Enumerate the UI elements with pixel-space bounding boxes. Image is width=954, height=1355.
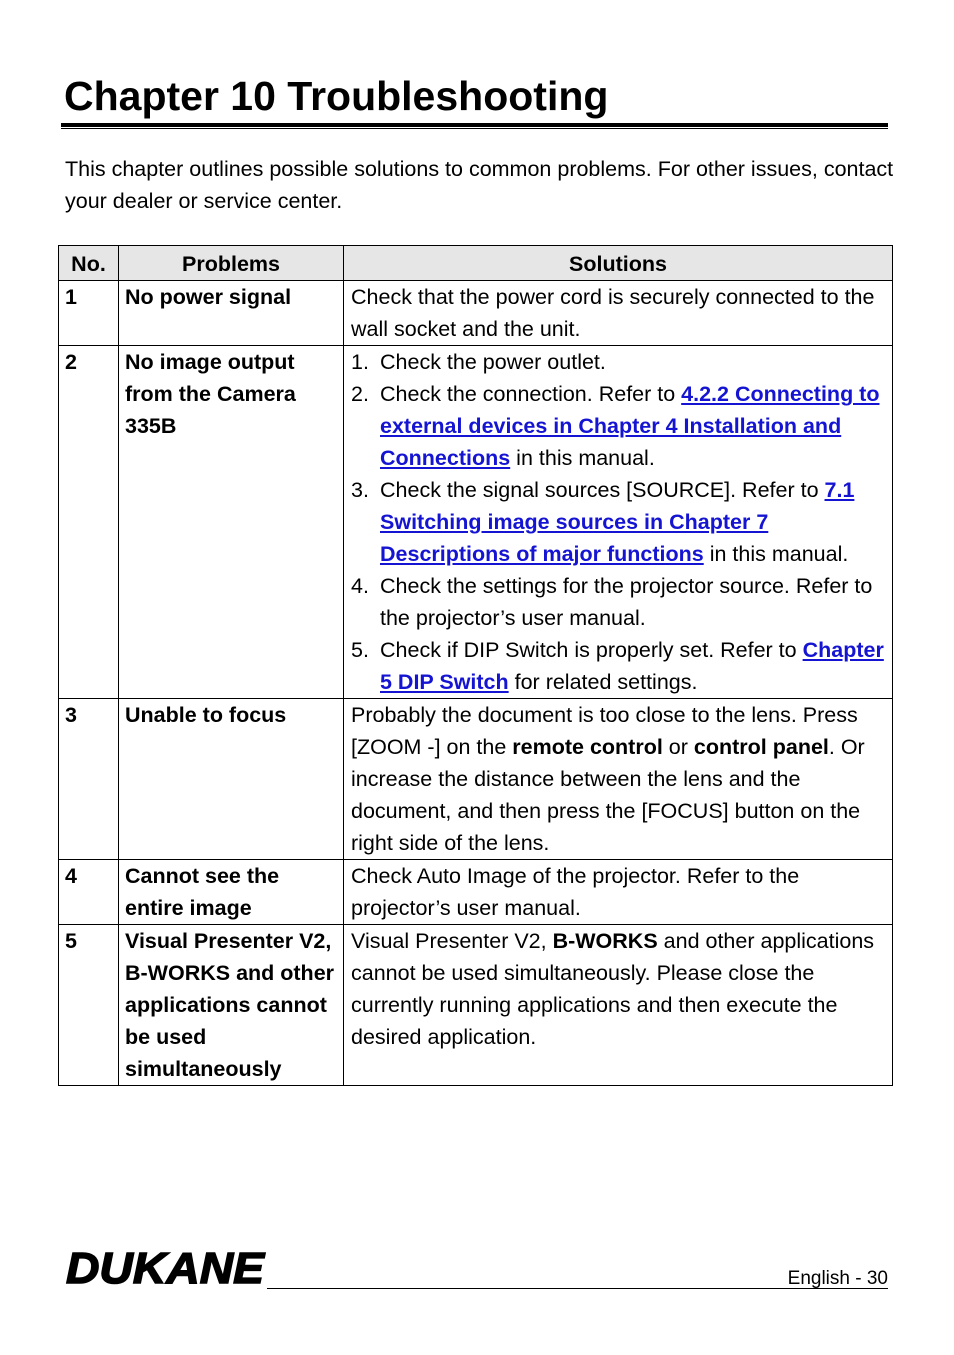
table-row [59,346,893,699]
intro-paragraph: This chapter outlines possible solutions to common problems. For other issues, contact your dealer or service center. [65,157,894,213]
step-item [351,474,888,570]
solution-emphasis: B-WORKS [552,929,658,953]
problem-cell: Visual Presenter V2, B-WORKS and other applications cannot be used simultaneously [119,925,344,1086]
step-text: for related settings. [508,670,698,694]
title-underline [61,123,888,127]
step-text: Check the power outlet. [380,350,606,374]
link-dip-switch[interactable]: Chapter 5 DIP Switch [380,638,884,694]
table-row [59,281,893,346]
step-item [351,570,888,634]
problem-cell: Cannot see the entire image [119,860,344,925]
solution-emphasis: control panel [693,735,829,759]
table-row [59,860,893,925]
solution-text: Visual Presenter V2, [351,929,553,953]
solution-cell [344,925,893,1086]
solution-text: or [662,735,694,759]
step-item [351,378,888,474]
problem-cell: Unable to focus [119,699,344,860]
step-text: Check the connection. Refer to [380,382,682,406]
step-text: in this manual. [703,542,849,566]
row-number: 5 [59,925,119,1086]
step-item [351,634,888,698]
row-number: 4 [59,860,119,925]
row-number: 2 [59,346,119,699]
step-number: 3. [351,478,369,502]
step-text: Check if DIP Switch is properly set. Refer to [380,638,803,662]
title-underline-thin [61,128,888,129]
troubleshooting-table [58,245,893,1086]
step-number: 4. [351,574,369,598]
problem-cell: No power signal [119,281,344,346]
step-number: 1. [351,350,369,374]
solution-text: and other applications cannot be used simultaneously. Please close the currently running applications and then execute the desired application. [351,929,875,1049]
logo-text: DUKANE [66,1246,266,1288]
solution-text: Probably the document is too close to the lens. Press [ZOOM -] on the [351,703,858,759]
step-text: Check the signal sources [SOURCE]. Refer to [380,478,825,502]
page-title: Chapter 10 Troubleshooting [64,73,609,119]
solution-text: . Or increase the distance between the lens and the document, and then press the [FOCUS] button on the right side of the lens. [351,735,865,855]
header-solutions: Solutions [344,246,893,281]
header-problems: Problems [119,246,344,281]
step-number: 5. [351,638,369,662]
solution-cell: Check Auto Image of the projector. Refer to the projector’s user manual. [344,860,893,925]
solution-emphasis: remote control [512,735,663,759]
dukane-logo-mark [64,1246,268,1288]
table-row [59,925,893,1086]
step-number: 2. [351,382,369,406]
page-number: English - 30 [787,1268,888,1289]
step-item [351,346,888,378]
solution-cell [344,346,893,699]
table-header-row [59,246,893,281]
step-text: Check the settings for the projector source. Refer to the projector’s user manual. [380,574,873,630]
step-text: in this manual. [510,446,655,470]
dukane-logo [64,1246,268,1293]
header-no: No. [59,246,119,281]
row-number: 3 [59,699,119,860]
row-number: 1 [59,281,119,346]
table-row [59,699,893,860]
solution-cell: Check that the power cord is securely connected to the wall socket and the unit. [344,281,893,346]
solution-steps [351,346,888,698]
link-connecting-external-devices[interactable]: 4.2.2 Connecting to external devices in Chapter 4 Installation and Connections [380,382,880,470]
solution-cell [344,699,893,860]
link-switching-image-sources[interactable]: 7.1 Switching image sources in Chapter 7 Descriptions of major functions [380,478,855,566]
problem-cell: No image output from the Camera 335B [119,346,344,699]
